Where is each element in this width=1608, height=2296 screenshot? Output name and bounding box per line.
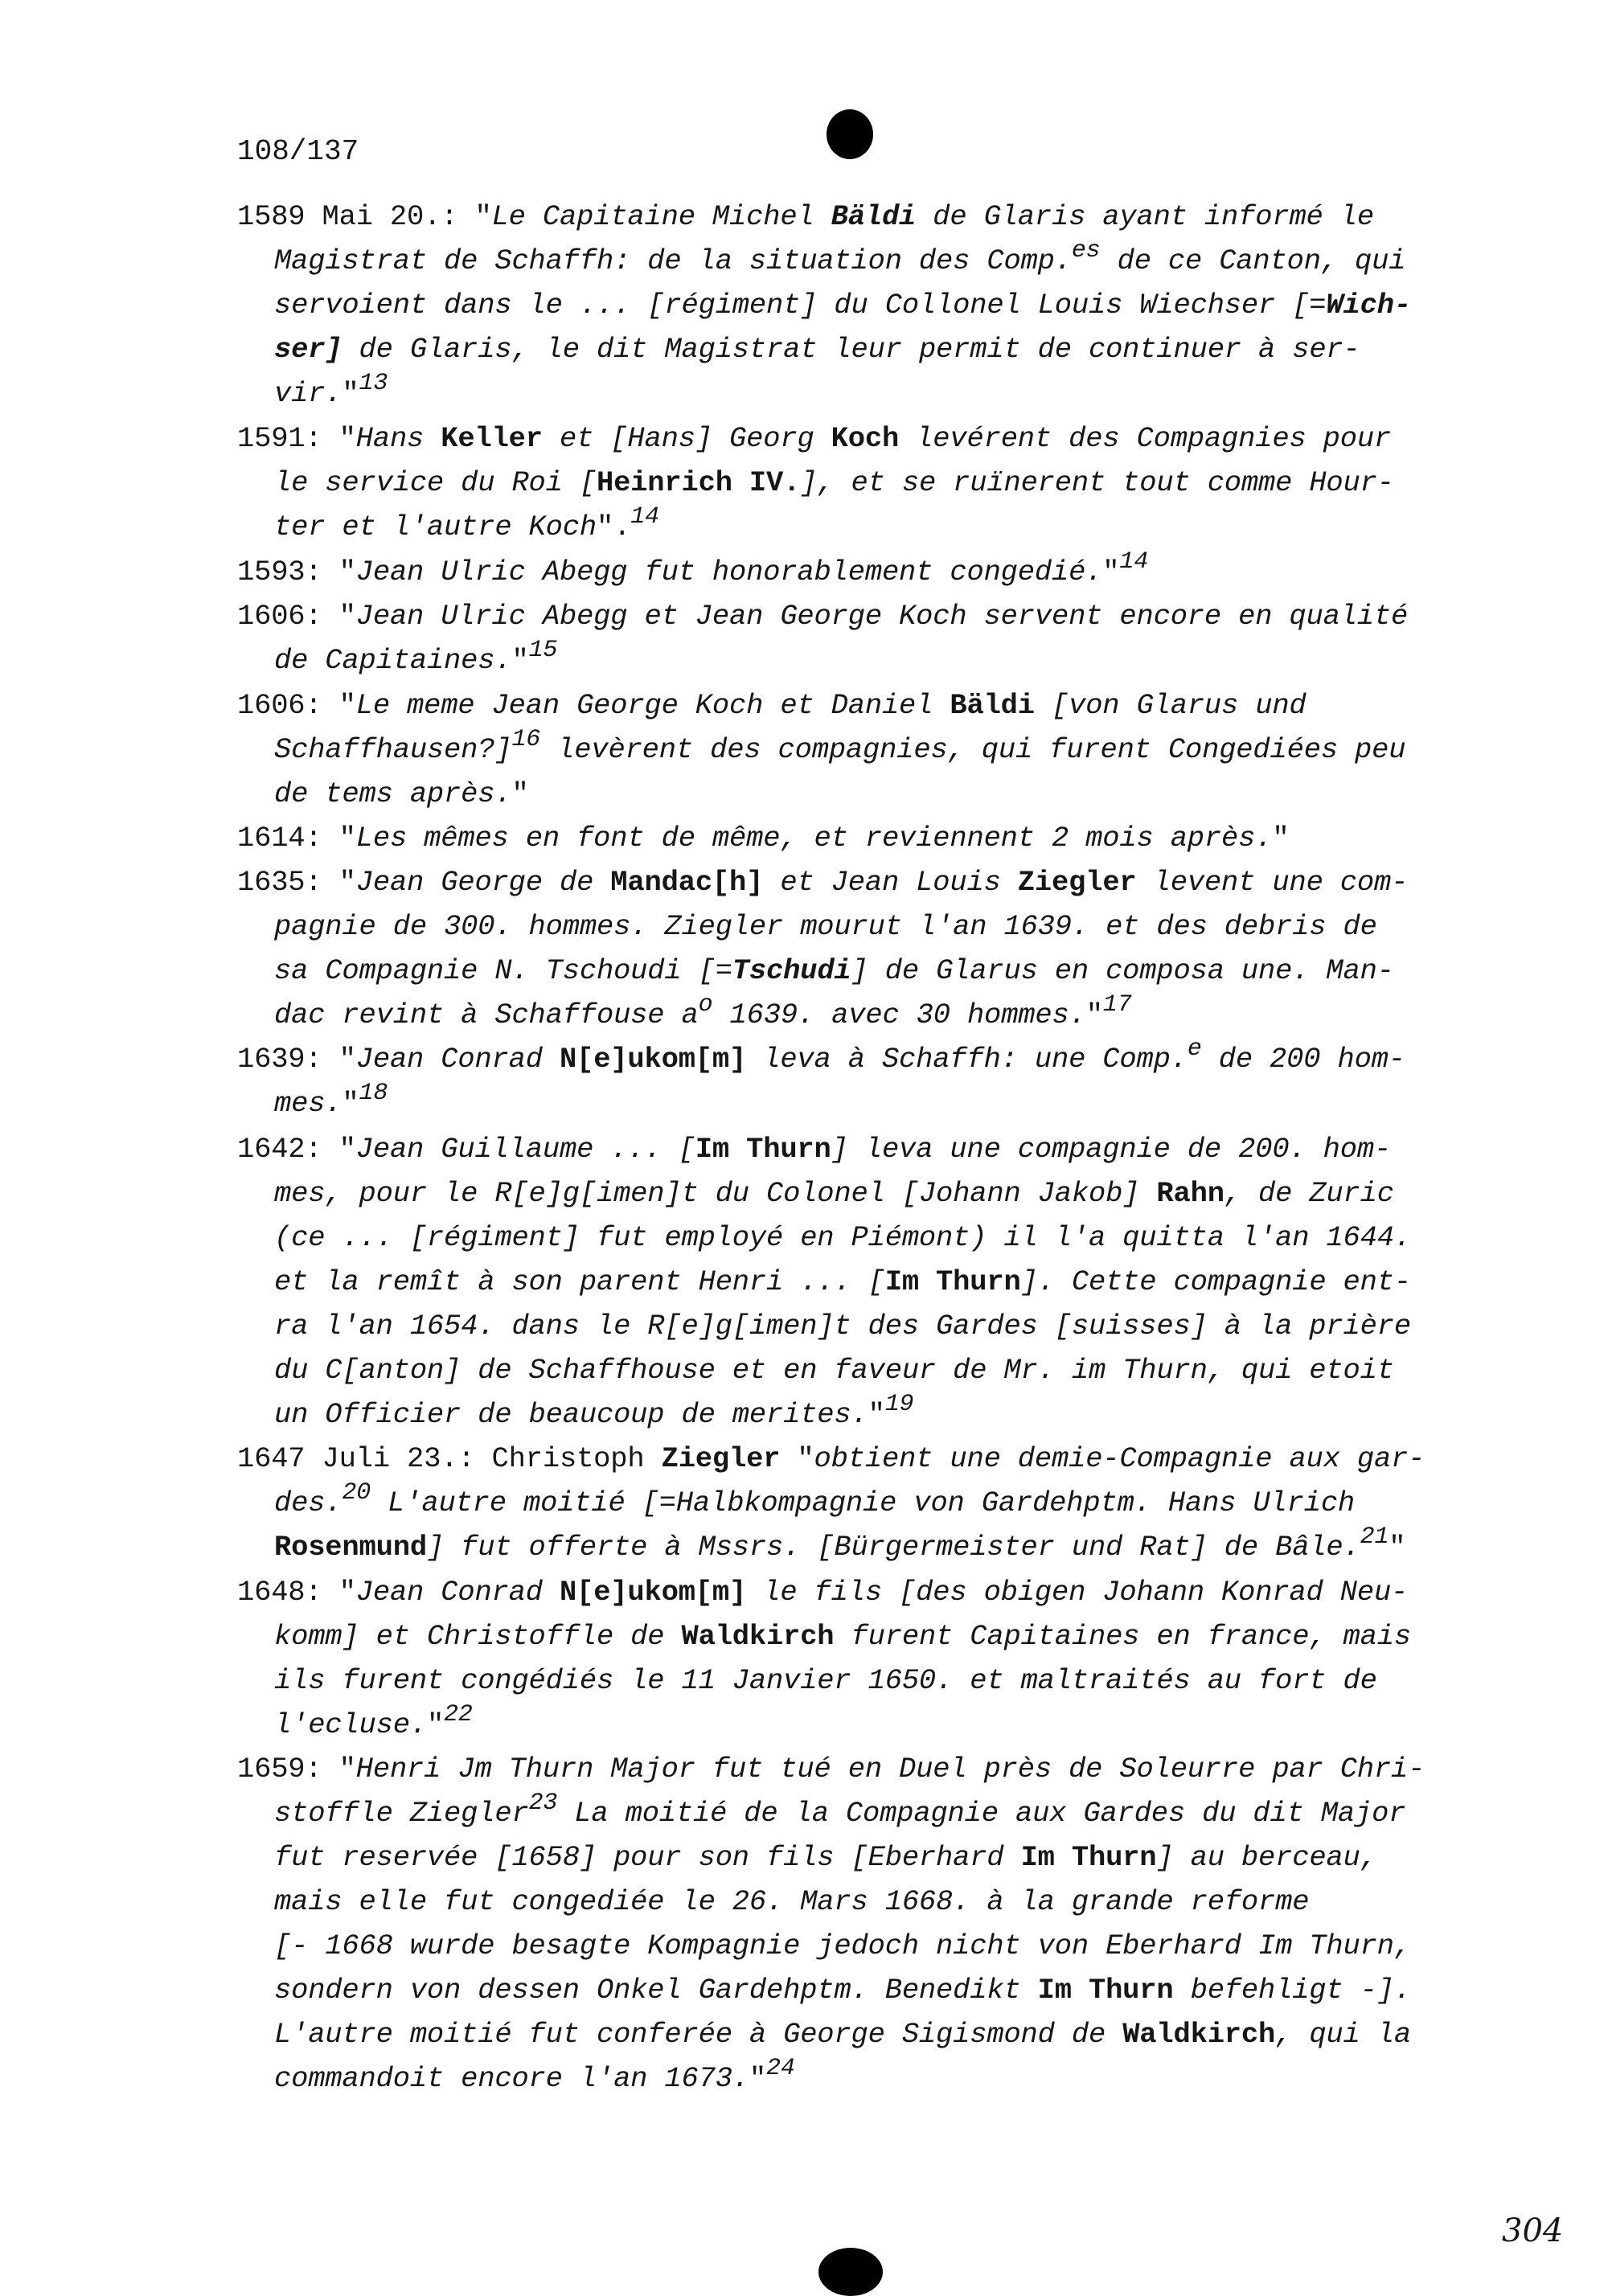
text-line xyxy=(237,594,1451,638)
text-segment: " xyxy=(1272,822,1290,855)
text-segment: dac revint à Schaffouse a xyxy=(274,998,699,1031)
entry-1642 xyxy=(237,1127,1451,1437)
text-line xyxy=(237,904,1451,949)
text-line xyxy=(237,993,1451,1037)
text-line xyxy=(237,1037,1451,1081)
text-segment: de Glaris ayant informé le xyxy=(916,200,1374,233)
text-segment: 1648: " xyxy=(237,1576,356,1609)
text-segment: Wich- xyxy=(1326,289,1411,322)
text-segment: ra l'an 1654. dans le R[e]g[imen]t des Gardes [suisses] à la prière xyxy=(274,1310,1411,1343)
text-segment: ". xyxy=(596,510,631,543)
text-segment: de Capitaines. xyxy=(274,644,512,677)
text-segment: Waldkirch xyxy=(681,1620,835,1653)
footnote-ref: 24 xyxy=(766,2055,795,2083)
text-segment: ] fut offerte à Mssrs. [Bürgermeister und Rat] de Bâle. xyxy=(426,1531,1360,1564)
text-segment: Tschudi xyxy=(732,954,851,987)
text-segment: des. xyxy=(274,1486,343,1519)
entry-1635 xyxy=(237,860,1451,1037)
text-line xyxy=(237,638,1451,683)
footnote-ref: 13 xyxy=(359,370,388,398)
text-segment: leva à Schaffh: une Comp. xyxy=(746,1043,1188,1076)
footnote-ref: e xyxy=(1187,1035,1202,1064)
text-line xyxy=(237,2056,1451,2101)
text-segment: Im Thurn xyxy=(884,1265,1021,1298)
text-line xyxy=(237,1437,1451,1481)
text-line xyxy=(237,1570,1451,1614)
text-segment: et [Hans] Georg xyxy=(542,422,831,455)
text-segment: " xyxy=(1102,556,1120,588)
text-segment: L'autre moitié [=Halbkompagnie von Gardehptm. Hans Ulrich xyxy=(371,1486,1356,1519)
text-segment: ] leva une compagnie de 200. hom- xyxy=(831,1133,1392,1166)
text-segment: ]. Cette compagnie ent- xyxy=(1020,1265,1411,1298)
text-segment: Jean George de xyxy=(355,866,611,899)
text-segment: Bäldi xyxy=(950,689,1035,722)
entry-1647 xyxy=(237,1437,1451,1569)
text-segment: Le meme Jean George Koch et Daniel xyxy=(355,689,950,722)
footnote-ref: 20 xyxy=(342,1479,371,1507)
text-segment: levèrent des compagnies, qui furent Congediées peu xyxy=(540,733,1406,766)
entry-1606-a xyxy=(237,594,1451,683)
footnote-ref: 16 xyxy=(511,726,541,754)
text-segment: 1591: " xyxy=(237,422,356,455)
entry-1606-b xyxy=(237,683,1451,816)
text-segment: " xyxy=(1389,1531,1406,1564)
text-line xyxy=(237,949,1451,993)
text-segment: pagnie de 300. hommes. Ziegler mourut l'an 1639. et des debris de xyxy=(274,910,1377,943)
text-line xyxy=(237,1171,1451,1216)
text-segment: de tems après. xyxy=(274,777,512,810)
text-segment: levérent des Compagnies pour xyxy=(899,422,1392,455)
text-segment: ser] xyxy=(274,333,343,366)
text-line xyxy=(237,1968,1451,2012)
footnote-ref: 14 xyxy=(1119,548,1149,576)
text-line xyxy=(237,1348,1451,1392)
text-line xyxy=(237,461,1451,505)
text-segment: Keller xyxy=(441,422,543,455)
footnote-ref: 15 xyxy=(528,637,558,665)
text-segment: 1614: " xyxy=(237,822,356,855)
footnote-ref: 14 xyxy=(630,503,659,531)
footnote-ref: 18 xyxy=(359,1080,388,1108)
text-line xyxy=(237,728,1451,772)
text-segment: ], et se ruïnerent tout comme Hour- xyxy=(800,466,1394,499)
text-line xyxy=(237,1260,1451,1304)
text-segment: ter et l'autre Koch xyxy=(274,510,597,543)
text-segment: de 200 hom- xyxy=(1201,1043,1405,1076)
text-segment: " xyxy=(342,1087,359,1120)
entry-1591 xyxy=(237,416,1451,549)
text-line xyxy=(237,1614,1451,1658)
text-segment: " xyxy=(426,1708,445,1741)
text-segment: sondern von dessen Onkel Gardehptm. Benedikt xyxy=(274,1974,1038,2007)
text-segment: de ce Canton, qui xyxy=(1100,244,1406,277)
text-segment: vir. xyxy=(274,377,343,410)
text-segment: Les mêmes en font de même, et reviennent 2 mois après. xyxy=(355,822,1273,855)
text-line xyxy=(237,371,1451,416)
text-segment: (ce ... [régiment] fut employé en Piémont) il l'a quitta l'an 1644. xyxy=(274,1221,1411,1254)
text-segment: komm] et Christoffle de xyxy=(274,1620,682,1653)
text-segment: Ziegler xyxy=(1017,866,1137,899)
text-segment: ] de Glarus en composa une. Man- xyxy=(851,954,1394,987)
entry-1648 xyxy=(237,1570,1451,1747)
text-segment: fut reservée [1658] pour son fils [Eberhard xyxy=(274,1841,1021,1874)
text-line xyxy=(237,550,1451,594)
entry-1639 xyxy=(237,1037,1451,1125)
text-segment: levent une com- xyxy=(1136,866,1409,899)
text-line xyxy=(237,2012,1451,2056)
text-segment: N[e]ukom[m] xyxy=(559,1043,747,1076)
text-line xyxy=(237,772,1451,816)
text-segment: Im Thurn xyxy=(1020,1841,1157,1874)
text-line xyxy=(237,683,1451,728)
text-segment: Im Thurn xyxy=(1037,1974,1174,2007)
text-segment: mais elle fut congediée le 26. Mars 1668. à la grande reforme xyxy=(274,1885,1310,1918)
text-segment: Waldkirch xyxy=(1122,2018,1276,2051)
footnote-ref: 19 xyxy=(884,1391,914,1419)
text-segment: Jean Conrad xyxy=(355,1043,560,1076)
text-segment: Jean Ulric Abegg fut honorablement congedié. xyxy=(355,556,1103,588)
text-segment: Hans xyxy=(355,422,441,455)
text-segment: et Jean Louis xyxy=(763,866,1018,899)
text-segment: stoffle Ziegler xyxy=(274,1797,529,1830)
text-segment: l'ecluse. xyxy=(274,1708,427,1741)
text-segment: 1635: " xyxy=(237,866,356,899)
entry-1659 xyxy=(237,1747,1451,2101)
text-line xyxy=(237,505,1451,549)
text-segment: Ziegler xyxy=(661,1442,781,1475)
text-line xyxy=(237,327,1451,371)
text-segment: Jean Conrad xyxy=(355,1576,560,1609)
text-segment: [- 1668 wurde besagte Kompagnie jedoch nicht von Eberhard Im Thurn, xyxy=(274,1929,1411,1962)
text-segment: Jean Guillaume ... [ xyxy=(355,1133,695,1166)
text-segment: 1659: " xyxy=(237,1753,356,1786)
text-line xyxy=(237,416,1451,461)
entry-1589 xyxy=(237,195,1451,416)
text-segment: " xyxy=(749,2062,767,2095)
text-segment: Le Capitaine Michel xyxy=(491,200,831,233)
text-segment: le service du Roi [ xyxy=(274,466,597,499)
text-line xyxy=(237,1127,1451,1171)
text-segment: Rosenmund xyxy=(274,1531,427,1564)
text-segment: " xyxy=(511,644,529,677)
text-segment: Bäldi xyxy=(831,200,917,233)
text-segment: obtient une demie-Compagnie aux gar- xyxy=(814,1442,1425,1475)
text-segment: le fils [des obigen Johann Konrad Neu- xyxy=(746,1576,1409,1609)
text-line xyxy=(237,1658,1451,1703)
footnote-ref: o xyxy=(698,991,713,1019)
text-segment: Im Thurn xyxy=(695,1133,831,1166)
text-segment: Koch xyxy=(831,422,900,455)
text-line xyxy=(237,1747,1451,1791)
text-segment: mes, pour le R[e]g[imen]t du Colonel [Johann Jakob] xyxy=(274,1177,1157,1210)
text-segment: N[e]ukom[m] xyxy=(559,1576,747,1609)
text-line xyxy=(237,1481,1451,1525)
text-segment: 1639. avec 30 hommes. xyxy=(712,998,1086,1031)
text-segment: et la remît à son parent Henri ... [ xyxy=(274,1265,885,1298)
text-segment: 1606: " xyxy=(237,600,356,633)
text-segment: mes. xyxy=(274,1087,343,1120)
text-segment: Mandac[h] xyxy=(610,866,764,899)
text-segment: servoient dans le ... [régiment] du Collonel Louis Wiechser [= xyxy=(274,289,1327,322)
text-segment: 1647 Juli 23.: Christoph xyxy=(237,1442,662,1475)
text-line xyxy=(237,816,1451,860)
text-line xyxy=(237,239,1451,283)
text-segment: du C[anton] de Schaffhouse et en faveur de Mr. im Thurn, qui etoit xyxy=(274,1354,1394,1387)
text-line xyxy=(237,1304,1451,1348)
text-segment: 1593: " xyxy=(237,556,356,588)
page-number: 108/137 xyxy=(237,135,359,168)
footnote-ref: 23 xyxy=(528,1790,558,1818)
footnote-ref: 17 xyxy=(1102,991,1132,1019)
text-segment: sa Compagnie N. Tschoudi [= xyxy=(274,954,732,987)
entry-1593 xyxy=(237,550,1451,594)
punch-hole-bottom xyxy=(818,2248,883,2296)
text-segment: befehligt -]. xyxy=(1173,1974,1411,2007)
footnote-ref: es xyxy=(1071,237,1101,265)
text-segment: ils furent congédiés le 11 Janvier 1650. et maltraités au fort de xyxy=(274,1664,1377,1697)
text-segment: de Glaris, le dit Magistrat leur permit de continuer à ser- xyxy=(342,333,1360,366)
text-line xyxy=(237,1081,1451,1125)
text-segment: 1639: " xyxy=(237,1043,356,1076)
footnote-ref: 22 xyxy=(444,1701,473,1729)
text-segment: Schaffhausen?] xyxy=(274,733,512,766)
text-segment: commandoit encore l'an 1673. xyxy=(274,2062,749,2095)
text-segment: " xyxy=(868,1398,885,1431)
text-line xyxy=(237,1703,1451,1747)
text-segment: 1589 Mai 20.: " xyxy=(237,200,492,233)
text-line xyxy=(237,1880,1451,1924)
text-line xyxy=(237,1525,1451,1569)
text-segment: Magistrat de Schaffh: de la situation des Comp. xyxy=(274,244,1072,277)
text-segment: Rahn xyxy=(1156,1177,1224,1210)
text-line xyxy=(237,1791,1451,1835)
text-segment: Heinrich IV. xyxy=(596,466,801,499)
text-line xyxy=(237,1392,1451,1437)
text-line xyxy=(237,1924,1451,1968)
text-line xyxy=(237,283,1451,327)
footnote-ref: 21 xyxy=(1360,1523,1389,1552)
text-line xyxy=(237,1835,1451,1880)
text-segment: " xyxy=(342,377,359,410)
text-segment: 1606: " xyxy=(237,689,356,722)
text-segment: La moitié de la Compagnie aux Gardes du dit Major xyxy=(557,1797,1406,1830)
text-segment: 1642: " xyxy=(237,1133,356,1166)
punch-hole-top xyxy=(827,109,873,159)
text-segment: , qui la xyxy=(1275,2018,1411,2051)
text-segment: , de Zuric xyxy=(1224,1177,1394,1210)
text-segment: un Officier de beaucoup de merites. xyxy=(274,1398,868,1431)
text-segment: Jean Ulric Abegg et Jean George Koch servent encore en qualité xyxy=(355,600,1409,633)
text-segment: [von Glarus und xyxy=(1034,689,1306,722)
text-segment: Henri Jm Thurn Major fut tué en Duel près de Soleurre par Chri- xyxy=(355,1753,1425,1786)
text-segment: furent Capitaines en france, mais xyxy=(834,1620,1411,1653)
text-line xyxy=(237,195,1451,239)
text-line xyxy=(237,1216,1451,1260)
text-line xyxy=(237,860,1451,904)
text-segment: " xyxy=(780,1442,814,1475)
text-segment: " xyxy=(1085,998,1103,1031)
entry-1614 xyxy=(237,816,1451,860)
text-segment: " xyxy=(511,777,529,810)
text-segment: L'autre moitié fut conferée à George Sigismond de xyxy=(274,2018,1123,2051)
text-segment: ] au berceau, xyxy=(1156,1841,1377,1874)
handwritten-folio-number: 304 xyxy=(1502,2212,1564,2249)
